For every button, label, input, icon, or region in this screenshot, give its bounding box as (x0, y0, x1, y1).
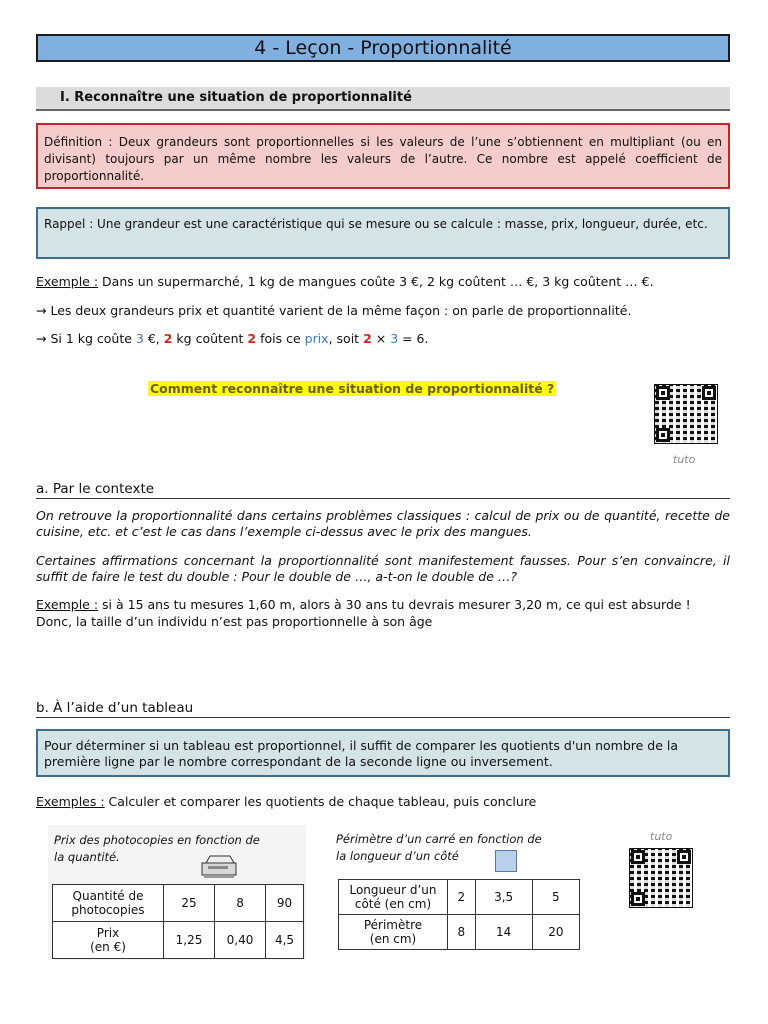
table-cell: 90 (266, 885, 304, 922)
part-a-heading: a. Par le contexte (36, 480, 730, 499)
tuto-label: tuto (673, 453, 696, 466)
rappel-box: Rappel : Une grandeur est une caractéristique qui se mesure ou se calcule : masse, prix, longueur, durée, etc. (36, 207, 730, 259)
example-label: Exemple : (36, 597, 99, 612)
value-two: 2 (247, 331, 257, 346)
caption-line: Prix des photocopies en fonction de (54, 833, 260, 847)
value-three: 3 (390, 331, 399, 346)
table-cell: 5 (532, 880, 579, 915)
definition-box: Définition : Deux grandeurs sont proportionnelles si les valeurs de l’une s’obtiennent en multipliant (ou en divisant) toujours par un même nombre les valeurs de l’autre. Ce nombre est appelé coefficient de proportionnalité. (36, 123, 730, 189)
photocopier-icon (200, 853, 240, 879)
table-cell: 4,5 (266, 922, 304, 959)
example-text: si à 15 ans tu mesures 1,60 m, alors à 30 ans tu devrais mesurer 3,20 m, ce qui est absurde ! (98, 597, 691, 612)
arrow-line-1: → Les deux grandeurs prix et quantité varient de la même façon : on parle de proportionnalité. (36, 303, 632, 318)
arrow2-part: €, (143, 331, 164, 346)
cell-text: Longueur d’un (349, 883, 437, 897)
arrow2-part: kg coûtent (172, 331, 248, 346)
examples-text: Calculer et comparer les quotients de chaque tableau, puis conclure (104, 794, 537, 809)
example-text: Dans un supermarché, 1 kg de mangues coûte 3 €, 2 kg coûtent … €, 3 kg coûtent … €. (98, 274, 654, 289)
table-cell: 0,40 (215, 922, 266, 959)
examples-label: Exemples : (36, 794, 105, 809)
example-line (36, 273, 654, 291)
cell-text: Périmètre (363, 918, 423, 932)
part-a-paragraph-1: On retrouve la proportionnalité dans certains problèmes classiques : calcul de prix ou de quantité, recette de cuisine, etc. et c’est le cas dans l’exemple ci-dessus avec le prix des mangues. (36, 508, 730, 539)
part-a-paragraph-2: Certaines affirmations concernant la proportionnalité sont manifestement fausses. Pour s’en convaincre, il suffit de faire le test du double : Pour le double de …, a-t-on le double de …? (36, 553, 730, 584)
table-cell: 3,5 (475, 880, 532, 915)
table-cell: 2 (448, 880, 476, 915)
table-perimetre (338, 879, 580, 950)
question-text: Comment reconnaître une situation de proportionnalité ? (150, 381, 555, 396)
caption-line: la longueur d’un côté (336, 849, 459, 863)
qr-code-icon[interactable] (654, 384, 718, 444)
question-highlight (148, 378, 556, 397)
table-cell: 1,25 (164, 922, 215, 959)
table-header-cell (339, 880, 448, 915)
square-icon (495, 850, 517, 872)
arrow2-part: → Si 1 kg coûte (36, 331, 136, 346)
table-header-cell (53, 922, 164, 959)
part-a-conclusion: Donc, la taille d’un individu n’est pas proportionnelle à son âge (36, 614, 433, 629)
cell-text: photocopies (71, 903, 145, 917)
arrow2-part: , soit (328, 331, 364, 346)
arrow2-part: = 6. (398, 331, 429, 346)
table-header-cell (339, 915, 448, 950)
value-two: 2 (363, 331, 372, 346)
table-cell: 25 (164, 885, 215, 922)
part-b-heading: b. À l’aide d’un tableau (36, 699, 730, 718)
arrow2-part: × (371, 331, 391, 346)
section-heading: I. Reconnaître une situation de proportionnalité (36, 87, 730, 111)
arrow-line-2 (36, 330, 429, 348)
prix-word: prix (304, 331, 329, 346)
table-cell: 20 (532, 915, 579, 950)
cell-text: (en cm) (369, 932, 417, 946)
cell-text: Quantité de (72, 889, 144, 903)
caption-line: la quantité. (54, 850, 120, 864)
value-two: 2 (163, 331, 173, 346)
cell-text: côté (en cm) (354, 897, 432, 911)
cell-text: (en €) (90, 940, 126, 954)
caption-line: Périmètre d’un carré en fonction de (336, 832, 542, 846)
value-three: 3 (135, 331, 144, 346)
example-label: Exemple : (36, 274, 99, 289)
cell-text: Prix (96, 926, 120, 940)
table-cell: 8 (448, 915, 476, 950)
table-cell: 8 (215, 885, 266, 922)
page-title: 4 - Leçon - Proportionnalité (36, 34, 730, 62)
tuto-label: tuto (650, 830, 673, 843)
table-photocopies (52, 884, 304, 959)
part-a-example (36, 596, 691, 614)
table-header-cell (53, 885, 164, 922)
arrow2-part: fois ce (256, 331, 305, 346)
part-b-box: Pour déterminer si un tableau est proportionnel, il suffit de comparer les quotients d'un nombre de la première ligne par le nombre correspondant de la seconde ligne ou inversement. (36, 729, 730, 777)
qr-code-icon[interactable] (629, 848, 693, 908)
examples-line (36, 793, 536, 811)
table-cell: 14 (475, 915, 532, 950)
